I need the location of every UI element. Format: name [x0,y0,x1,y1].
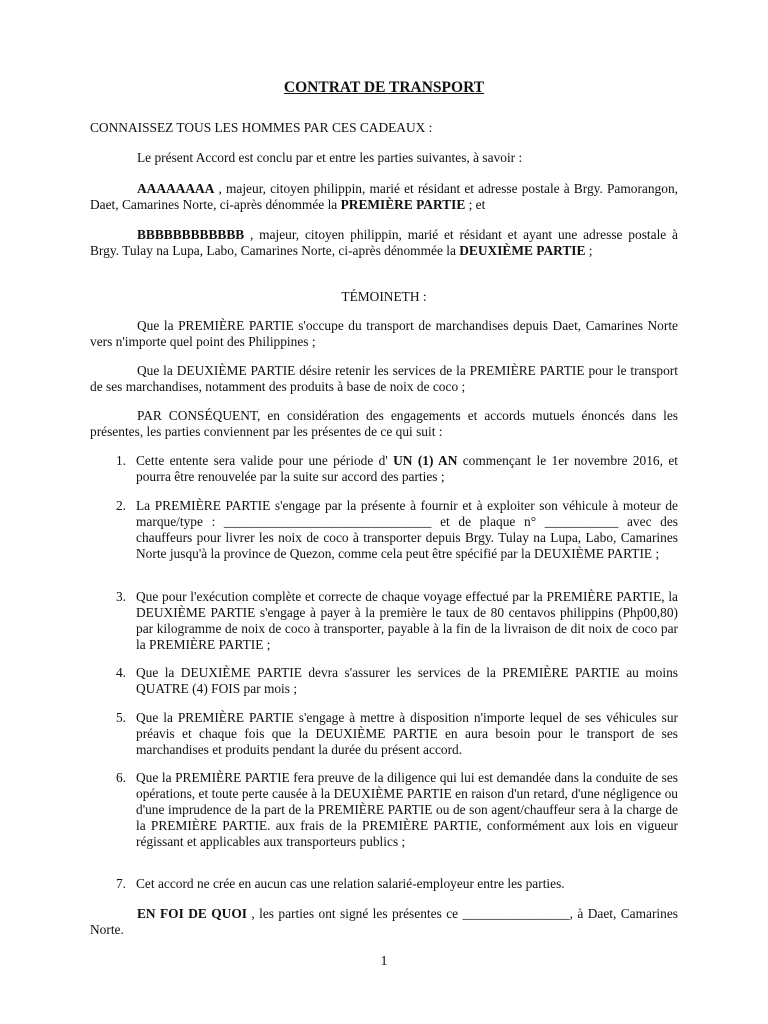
second-party-designation: DEUXIÈME PARTIE [459,242,586,258]
clause-number: 4. [115,665,126,680]
recital-1: Que la PREMIÈRE PARTIE s'occupe du transport de marchandises depuis Daet, Camarines Norte vers n'importe quel point des Philippines ; [90,318,678,349]
intro-line: CONNAISSEZ TOUS LES HOMMES PAR CES CADEAUX : [90,120,433,135]
clause-text: Que la DEUXIÈME PARTIE devra s'assurer les services de la PREMIÈRE PARTIE au moins QUATRE (4) FOIS par mois ; [136,665,678,696]
clause-number: 1. [115,453,126,468]
clause-text: Que la PREMIÈRE PARTIE fera preuve de la diligence qui lui est demandée dans la conduite de ses opérations, et toute perte causée à la DEUXIÈME PARTIE en raison d'un retard, d'une négligence ou d'une imprudence de la part de la PREMIÈRE PARTIE ou de son agent/chauffeur sera à la charge de la PREMIÈRE PARTIE. aux frais de la PREMIÈRE PARTIE, conformément aux lois en vigueur régissant et applicables aux transporteurs publics ; [136,770,678,849]
closing-paragraph [90,906,678,938]
clause-item [90,770,678,850]
clause-number: 7. [115,876,126,891]
clause-text: Que pour l'exécution complète et correcte de chaque voyage effectué par la PREMIÈRE PARTIE, la DEUXIÈME PARTIE s'engage à payer à la première le taux de 80 centavos philippins (Php00,80) par kilogramme de noix de coco à transporter, payable à la fin de la livraison de dit noix de coco par la PREMIÈRE PARTIE ; [136,589,678,652]
clause-item [90,710,678,758]
clause-number: 6. [115,770,126,785]
clause-text [136,453,678,485]
clause-text-bold: UN (1) AN [393,453,458,468]
witnesseth-heading: TÉMOINETH : [341,289,427,304]
first-party-name: AAAAAAAA [137,181,215,196]
clause-item [90,876,678,892]
first-party-tail: ; et [465,196,486,212]
second-party-text: , majeur, citoyen philippin, marié et résidant et ayant une adresse postale à Brgy. Tulay na Lupa, Labo, Camarines Norte, ci-après dénommée la [90,227,678,258]
closing-bold: EN FOI DE QUOI [137,906,247,921]
clause-number: 2. [115,498,126,513]
clause-number: 5. [115,710,126,725]
clause-item [90,589,678,653]
closing-text: , les parties ont signé les présentes ce ________________, à Daet, Camarines Norte. [90,906,679,937]
clause-number: 3. [115,589,126,604]
document-title: CONTRAT DE TRANSPORT [283,79,485,96]
clause-item [90,453,678,485]
clause-text: La PREMIÈRE PARTIE s'engage par la présente à fournir et à exploiter son véhicule à moteur de marque/type : _______________________________ et de plaque n° ___________ avec des chauffeurs pour livrer les noix de coco à transporter depuis Brgy. Tulay na Lupa, Labo, Camarines Norte jusqu'à la province de Quezon, comme cela peut être spécifié par la DEUXIÈME PARTIE ; [136,498,678,561]
second-party-paragraph [90,227,678,259]
second-party-name: BBBBBBBBBBBB [137,227,245,242]
clause-item [90,498,678,562]
clause-text-post: commençant le 1er novembre 2016, et pourra être renouvelée par la suite sur accord des parties ; [136,453,678,484]
first-party-paragraph [90,181,678,213]
recital-3: PAR CONSÉQUENT, en considération des engagements et accords mutuels énoncés dans les présentes, les parties conviennent par les présentes de ce qui suit : [90,408,678,439]
page-number: 1 [380,954,388,969]
clause-text: Que la PREMIÈRE PARTIE s'engage à mettre à disposition n'importe lequel de ses véhicules sur préavis et chaque fois que la DEUXIÈME PARTIE en aura besoin pour le transport de ses marchandises et produits pendant la durée du présent accord. [136,710,678,757]
clause-text: Cet accord ne crée en aucun cas une relation salarié-employeur entre les parties. [136,876,565,891]
second-party-tail: ; [585,242,593,258]
clause-text-pre: Cette entente sera valide pour une période d' [136,453,394,468]
first-party-text: , majeur, citoyen philippin, marié et résidant et adresse postale à Brgy. Pamorangon, Daet, Camarines Norte, ci-après dénommée la [90,181,678,212]
clause-item [90,665,678,697]
agreement-line: Le présent Accord est conclu par et entre les parties suivantes, à savoir : [137,150,523,165]
first-party-designation: PREMIÈRE PARTIE [340,196,466,212]
recital-2: Que la DEUXIÈME PARTIE désire retenir les services de la PREMIÈRE PARTIE pour le transport de ses marchandises, notamment des produits à base de noix de coco ; [90,363,678,394]
